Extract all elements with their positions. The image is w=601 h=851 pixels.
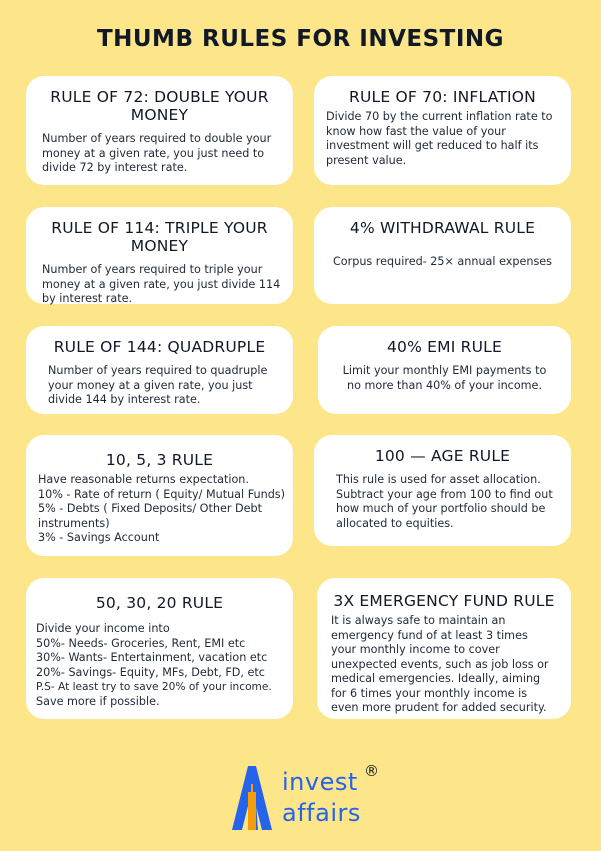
rule-line: 30%- Wants- Entertainment, vacation etc (36, 651, 268, 664)
logo-text-affairs: affairs (282, 799, 361, 827)
rule-line: Subtract your age from 100 to find out (336, 487, 553, 501)
rule-card-70 (314, 76, 571, 185)
rule-text (336, 473, 553, 531)
rule-line: It is always safe to maintain an (331, 614, 506, 627)
rule-line: your money at a given rate, you just (48, 378, 253, 392)
rule-line: P.S- At least try to save 20% of your income. (36, 681, 272, 693)
rule-text (334, 364, 555, 393)
rule-line: Have reasonable returns expectation. (38, 473, 249, 486)
rule-line: medical emergencies. Ideally, aiming (331, 672, 541, 685)
rule-card-50-30-20 (26, 578, 293, 719)
rule-card-100-age (314, 435, 571, 546)
invest-affairs-logo (226, 762, 386, 834)
logo-mark-icon (226, 762, 280, 834)
rule-text (331, 614, 557, 716)
rule-title: 4% WITHDRAWAL RULE (349, 219, 536, 237)
rule-text (38, 473, 285, 546)
page-title: THUMB RULES FOR INVESTING (96, 26, 505, 52)
rule-title: RULE OF 72: DOUBLE YOUR MONEY (50, 88, 269, 124)
rule-line: Number of years required to double your (42, 132, 272, 145)
rule-card-10-5-3 (26, 435, 293, 556)
rule-line: even more prudent for added security. (331, 701, 547, 714)
rule-card-4-withdrawal (314, 207, 571, 304)
rule-text (42, 263, 281, 307)
rule-line: divide 144 by interest rate. (48, 393, 201, 406)
rule-text (42, 364, 277, 408)
rule-title: 100 — AGE RULE (374, 447, 511, 465)
rule-title: 3X EMERGENCY FUND RULE (333, 592, 555, 610)
rule-text (36, 622, 283, 709)
rule-line: know how fast the value of your (326, 124, 506, 138)
rule-text (326, 110, 559, 168)
rule-line: 5% - Debts ( Fixed Deposits/ Other Debt (38, 502, 262, 515)
rule-line: 50%- Needs- Groceries, Rent, EMI etc (36, 636, 246, 650)
rule-line: no more than 40% of your income. (346, 378, 542, 392)
rule-line: instruments) (38, 516, 110, 530)
rule-line: how much of your portfolio should be (336, 502, 546, 515)
rule-card-144 (26, 326, 293, 414)
rule-line: This rule is used for asset allocation. (336, 473, 541, 486)
rule-title: 10, 5, 3 RULE (105, 451, 214, 469)
rule-line: divide 72 by interest rate. (42, 161, 188, 174)
registered-mark: ® (364, 762, 379, 780)
rule-text (42, 132, 277, 176)
rule-line: money at a given rate, you just divide 114 (42, 277, 281, 291)
rule-line: 10% - Rate of return ( Equity/ Mutual Funds) (38, 487, 285, 501)
rule-line: Number of years required to triple your (42, 263, 263, 276)
rule-line: Divide 70 by the current inflation rate to (326, 110, 553, 123)
rule-line: emergency fund of at least 3 times (331, 628, 528, 642)
rule-card-114 (26, 207, 293, 304)
rule-title: RULE OF 70: INFLATION (349, 88, 536, 106)
rule-line: investment will get reduced to half its (326, 139, 539, 152)
rule-line: Corpus required- 25× annual expenses (332, 255, 553, 268)
rule-card-3x-emergency (317, 578, 571, 719)
rule-title: RULE OF 144: QUADRUPLE (53, 338, 266, 356)
rule-title: 50, 30, 20 RULE (95, 594, 224, 612)
rule-line: Number of years required to quadruple (48, 364, 268, 377)
rule-title: RULE OF 114: TRIPLE YOUR MONEY (51, 219, 268, 255)
rule-line: Limit your monthly EMI payments to (342, 364, 547, 377)
rule-line: for 6 times your monthly income is (331, 686, 528, 700)
rule-text (330, 255, 555, 270)
rule-line: unexpected events, such as job loss or (331, 657, 549, 671)
rule-line: 3% - Savings Account (38, 531, 160, 544)
logo-text-invest: invest (282, 768, 358, 796)
rule-line: Divide your income into (36, 622, 170, 635)
rule-card-72 (26, 76, 293, 185)
rule-line: 20%- Savings- Equity, MFs, Debt, FD, etc (36, 665, 265, 679)
rule-line: by interest rate. (42, 292, 133, 305)
rule-line: present value. (326, 153, 407, 167)
rule-title: 40% EMI RULE (387, 338, 502, 356)
rule-line: allocated to equities. (336, 516, 454, 530)
rule-line: money at a given rate, you just need to (42, 146, 265, 160)
rule-card-40-emi (318, 326, 571, 414)
rule-line: Save more if possible. (36, 694, 160, 708)
rule-line: your monthly income to cover (331, 643, 500, 656)
